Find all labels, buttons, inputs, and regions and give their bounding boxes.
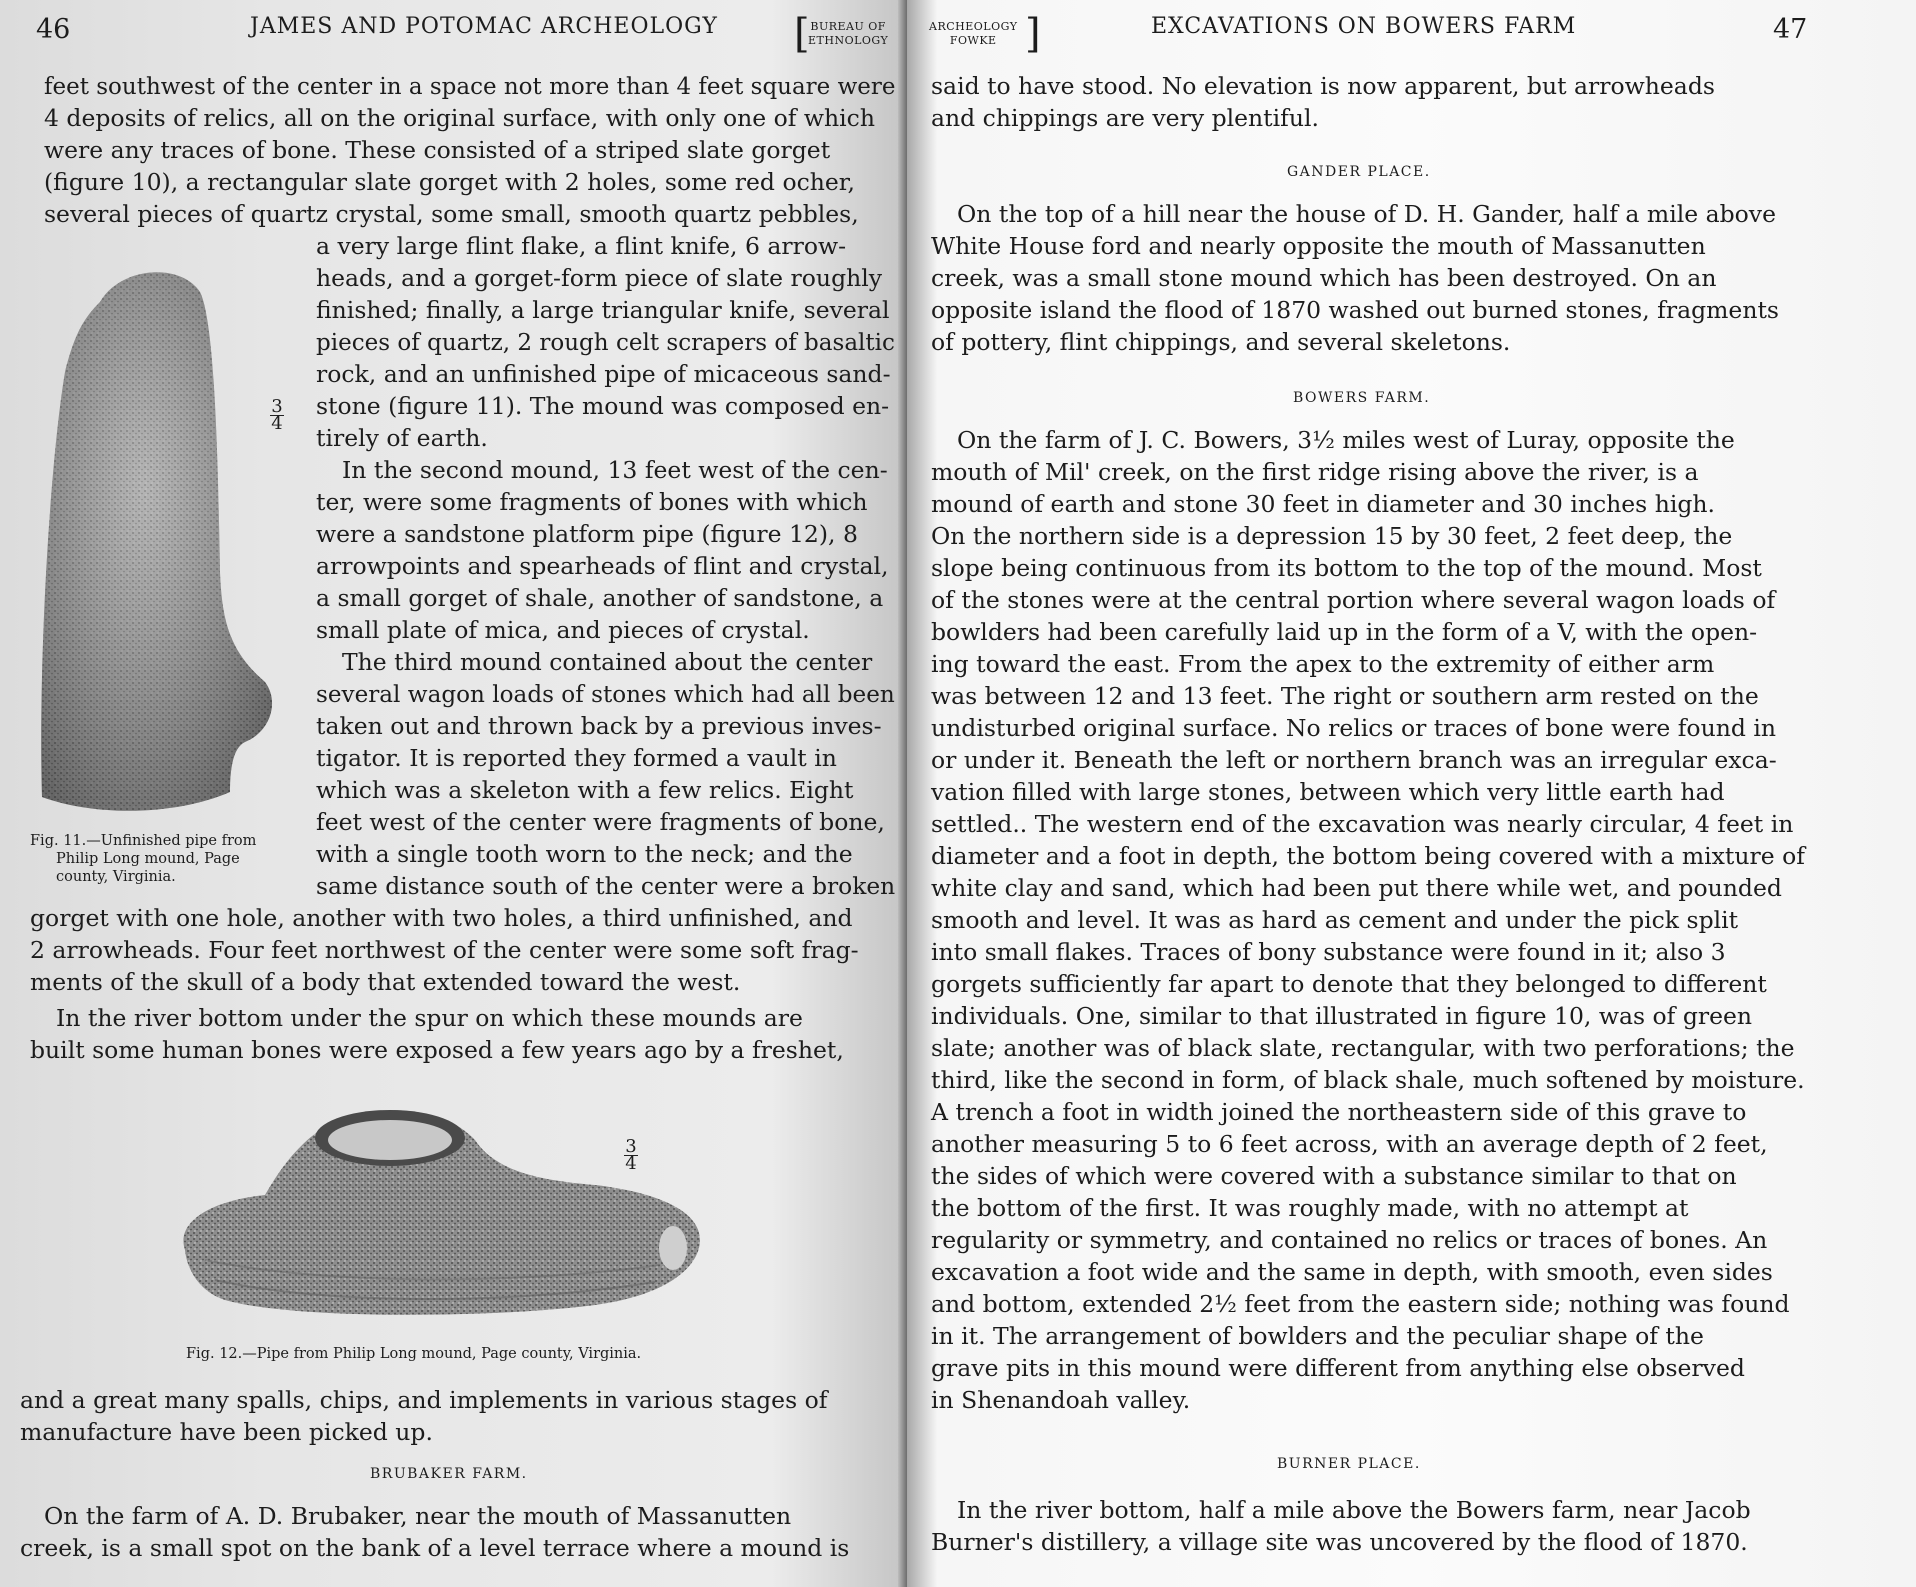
section-heading-brubaker: BRUBAKER FARM. bbox=[370, 1466, 528, 1482]
section-heading-gander: GANDER PLACE. bbox=[1287, 164, 1431, 180]
section-heading-burner: BURNER PLACE. bbox=[1277, 1456, 1421, 1472]
fig12-caption: Fig. 12.—Pipe from Philip Long mound, Page county, Virginia. bbox=[186, 1346, 642, 1362]
fig11-caption: Fig. 11.—Unfinished pipe from Philip Long mound, Page county, Virginia. bbox=[30, 833, 257, 885]
page-number: 46 bbox=[36, 14, 71, 45]
running-head: JAMES AND POTOMAC ARCHEOLOGY bbox=[250, 14, 718, 39]
series-tag: [ BUREAU OF ETHNOLOGY bbox=[794, 11, 889, 57]
fig11-scale: 3 4 bbox=[271, 396, 283, 434]
right-page: ARCHEOLOGY FOWKE ] EXCAVATIONS ON BOWERS FARM 47 said to have stood. No elevation is now apparent, but arrowheads and chippings are very plentiful. GANDER PLACE. On the top of a hill near the house of D. H. Gander, half a mile above White House ford and nearly opposite the mouth of Massanutten creek, was a small stone mound which has been destroyed. On an opposite island the flood of 1870 washed out burned stones, fragments of pottery, flint chippings, and several skeletons. BOWERS FARM. On the farm of J. C. Bowers, 3½ miles west of Luray, opposite the mouth of Mil' creek, on the first ridge rising above the river, is a mound of earth and stone 30 feet in diameter and 30 inches high. On the northern side is a depression 15 by 30 feet, 2 feet deep, the slope being continuous from its bottom to the top of the mound. Most of the stones were at the central portion where several wagon loads of bowlders had been carefully laid up in the form of a V, with the open- ing toward the east. From the apex to the extremity of either arm was between 12 and 13 feet. The right or southern arm rested on the undisturbed original surface. No relics or traces of bone were found in or under it. Beneath the left or northern branch was an irregular exca- vation filled with large stones, between which very little earth had settled.. The western end of the excavation was nearly circular, 4 feet in diameter and a foot in depth, the bottom being covered with a mixture of white clay and sand, which had been put there while wet, and pounded smooth and level. It was as hard as cement and under the pick split into small flakes. Traces of bony substance were found in it; also 3 gorgets sufficiently far apart to denote that they belonged to different individuals. One, similar to that illustrated in figure 10, was of green slate; another was of black slate, rectangular, with two perforations; the third, like the second in form, of black shale, much softened by moisture. A trench a foot in width joined the northeastern side of this grave to another measuring 5 to 6 feet across, with an average depth of 2 feet, the sides of which were covered with a substance similar to that on the bottom of the first. It was roughly made, with no attempt at regularity or symmetry, and contained no relics or traces of bones. An excavation a foot wide and the same in depth, with smooth, even sides and bottom, extended 2½ feet from the eastern side; nothing was found in it. The arrangement of bowlders and the peculiar shape of the grave pits in this mound were different from anything else observed in Shenandoah valley. BURNER PLACE. In the river bottom, half a mile above the Bowers farm, near Jacob Burner's distillery, a village site was uncovered by the flood of 1870. bbox=[907, 0, 1916, 1587]
section-heading-bowers: BOWERS FARM. bbox=[1293, 390, 1431, 406]
fig11-pipe-illustration bbox=[30, 262, 300, 822]
page-number: 47 bbox=[1773, 14, 1808, 45]
series-tag: ARCHEOLOGY FOWKE ] bbox=[929, 11, 1042, 57]
running-head: EXCAVATIONS ON BOWERS FARM bbox=[1151, 14, 1577, 39]
fig12-pipe-illustration bbox=[175, 1100, 735, 1330]
left-page: 46 JAMES AND POTOMAC ARCHEOLOGY [ BUREAU OF ETHNOLOGY 3 4 Fig. 11.—Unfinished pipe from Philip Long mound, Page county, Virginia. feet southwest of the center in a space not more than 4 feet square were 4 deposits of relics, all on the original surface, with only one of which were any traces of bone. These consisted of a striped slate gorget (figure 10), a rectangular slate gorget with 2 holes, some red ocher, several pieces of quartz crystal, some small, smooth quartz pebbles, a very large flint flake, a flint knife, 6 arrow- heads, and a gorget-form piece of slate roughly finished; finally, a large triangular knife, several pieces of quartz, 2 rough celt scrapers of basaltic rock, and an unfinished pipe of micaceous sand- stone (figure 11). The mound was composed en- tirely of earth. In the second mound, 13 feet west of the cen- ter, were some fragments of bones with which were a sandstone platform pipe (figure 12), 8 arrowpoints and spearheads of flint and crystal, a small gorget of shale, another of sandstone, a small plate of mica, and pieces of crystal. The third mound contained about the center several wagon loads of stones which had all been taken out and thrown back by a previous inves- tigator. It is reported they formed a vault in which was a skeleton with a few relics. Eight feet west of the center were fragments of bone, with a single tooth worn to the neck; and the same distance south of the center were a broken gorget with one hole, another with two holes, a third unfinished, and 2 arrowheads. Four feet northwest of the center were some soft frag- ments of the skull of a body that extended toward the west. In the river bottom under the spur on which these mounds are built some human bones were exposed a few years ago by a freshet, 3 4 Fig. 12.—Pipe from Philip Long mound, Page county, Virginia. and a great many spalls, chips, and implements in various stages of manufacture have been picked up. BRUBAKER FARM. On the farm of A. D. Brubaker, near the mouth of Massanutten creek, is a small spot on the bank of a level terrace where a mound is bbox=[0, 0, 907, 1587]
fig12-scale: 3 4 bbox=[625, 1136, 637, 1174]
